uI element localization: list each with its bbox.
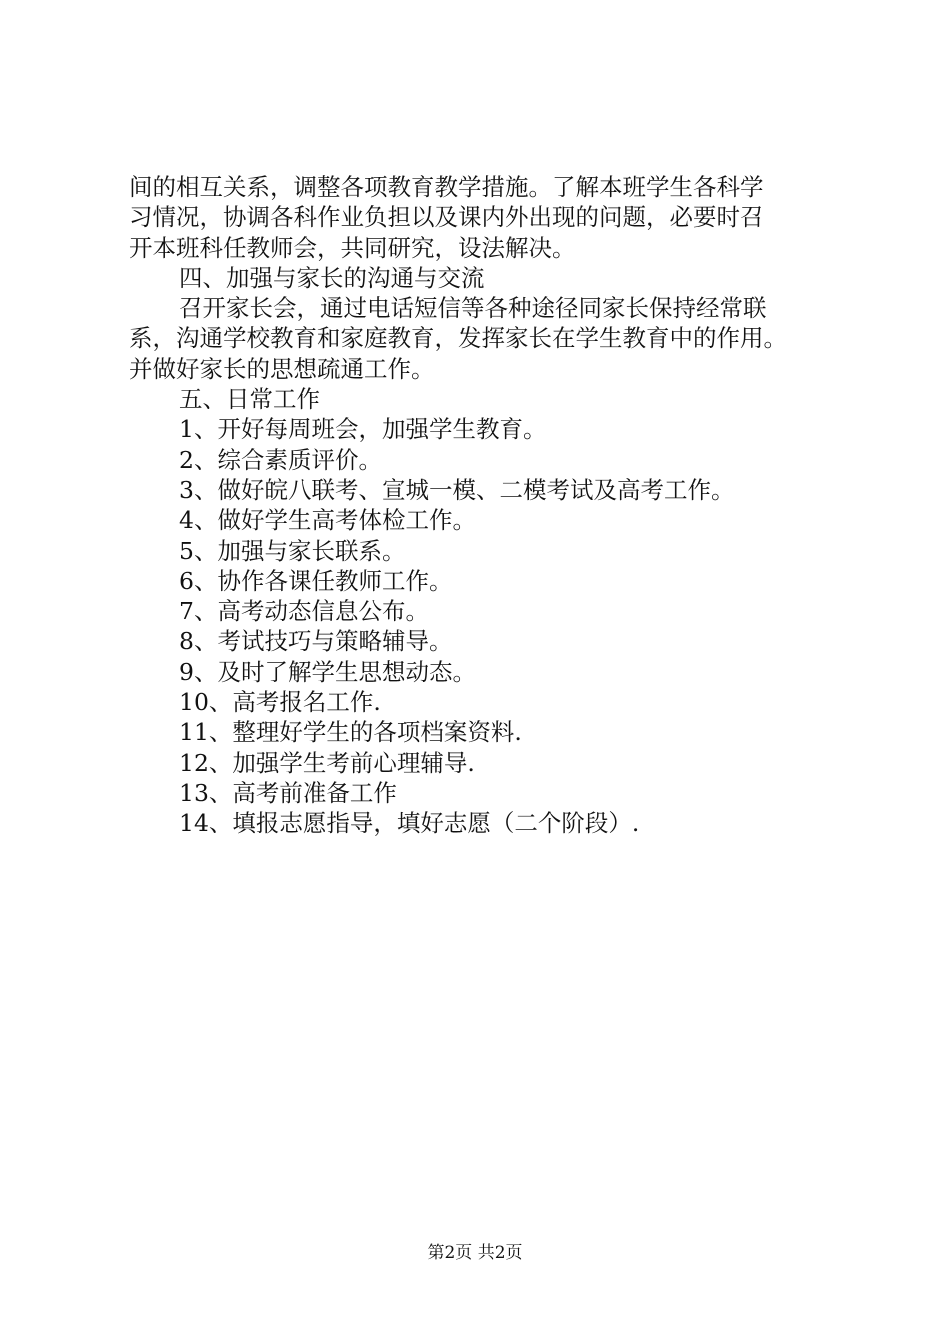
section-heading: 五、日常工作 xyxy=(179,385,320,414)
list-item: 6、协作各课任教师工作。 xyxy=(179,566,453,595)
text-line: 并做好家长的思想疏通工作。 xyxy=(129,354,435,383)
list-item: 12、加强学生考前心理辅导. xyxy=(179,748,475,777)
page-footer xyxy=(0,1242,950,1264)
list-item: 2、综合素质评价。 xyxy=(179,445,382,474)
list-item: 8、考试技巧与策略辅导。 xyxy=(179,627,453,656)
list-item: 13、高考前准备工作 xyxy=(179,778,397,807)
list-item: 7、高考动态信息公布。 xyxy=(179,597,429,626)
list-item: 14、填报志愿指导，填好志愿（二个阶段）. xyxy=(179,809,640,838)
list-item: 10、高考报名工作. xyxy=(179,688,381,717)
list-item: 11、整理好学生的各项档案资料. xyxy=(179,718,522,747)
section-heading: 四、加强与家长的沟通与交流 xyxy=(179,263,485,292)
text-line: 开本班科任教师会，共同研究，设法解决。 xyxy=(129,233,576,262)
text-line: 间的相互关系，调整各项教育教学措施。了解本班学生各科学 xyxy=(129,173,764,201)
list-item: 5、加强与家长联系。 xyxy=(179,536,406,565)
text-line: 习情况，协调各科作业负担以及课内外出现的问题，必要时召 xyxy=(129,203,764,232)
document-body xyxy=(129,172,841,839)
list-item: 3、做好皖八联考、宣城一模、二模考试及高考工作。 xyxy=(179,475,735,504)
list-item: 1、开好每周班会，加强学生教育。 xyxy=(179,415,547,444)
text-line: 系，沟通学校教育和家庭教育，发挥家长在学生教育中的作用。 xyxy=(129,324,787,353)
text-line: 召开家长会，通过电话短信等各种途径同家长保持经常联 xyxy=(179,294,767,323)
list-item: 9、及时了解学生思想动态。 xyxy=(179,657,476,686)
page-number-label: 第2页 共2页 xyxy=(427,1243,523,1263)
list-item: 4、做好学生高考体检工作。 xyxy=(179,506,476,535)
